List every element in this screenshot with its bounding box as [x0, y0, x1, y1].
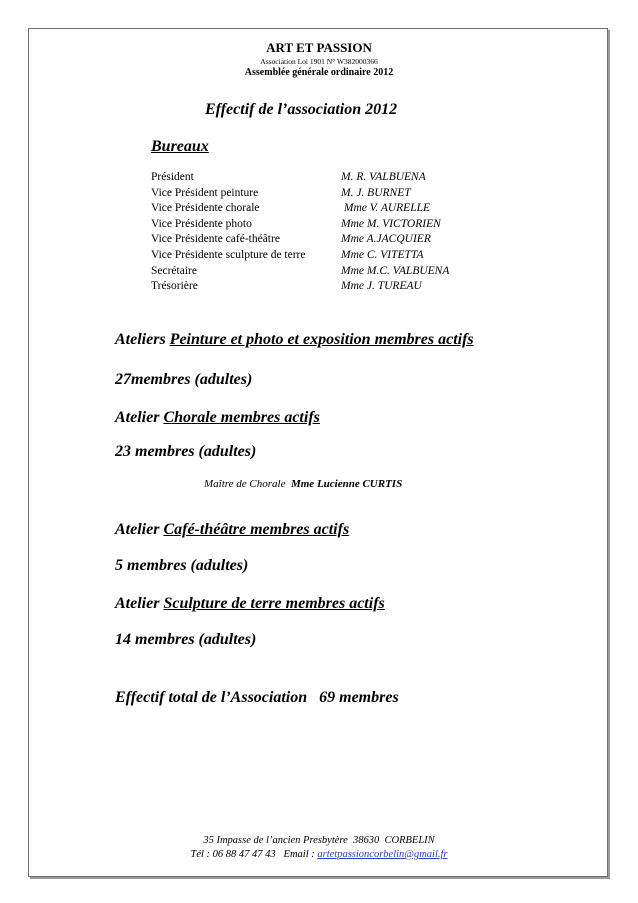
- bureau-names-column: [341, 170, 449, 295]
- assembly-subtitle: Assemblée générale ordinaire 2012: [244, 67, 394, 78]
- atelier-chorale-heading: [115, 409, 320, 427]
- total-effectif: Effectif total de l’Association 69 membres: [115, 689, 399, 706]
- footer-contact-prefix: Tél : 06 88 47 47 43 Email :: [190, 849, 318, 860]
- atelier-chorale-count: 23 membres (adultes): [115, 443, 257, 460]
- bureau-role: Vice Présidente café-théâtre: [151, 233, 280, 246]
- bureau-role: Vice Président peinture: [151, 186, 259, 199]
- bureau-member-name: Mme V. AURELLE: [341, 202, 431, 215]
- atelier-prefix: Atelier: [115, 521, 164, 538]
- bureau-role: Vice Présidente sculpture de terre: [151, 248, 306, 261]
- atelier-peinture-title: Peinture et photo et exposition membres actifs: [169, 331, 474, 348]
- section-title: Effectif de l’association 2012: [205, 101, 398, 118]
- atelier-peinture-count: 27membres (adultes): [115, 371, 253, 388]
- bureau-member-name: Mme M. VICTORIEN: [341, 217, 441, 230]
- atelier-sculpture-count: 14 membres (adultes): [115, 631, 257, 648]
- association-registration: Association Loi 1901 N° W382000366: [260, 57, 378, 66]
- atelier-chorale-title: Chorale membres actifs: [163, 409, 320, 426]
- bureau-member-name: M. J. BURNET: [341, 186, 411, 199]
- bureau-role: Vice Présidente chorale: [151, 202, 260, 215]
- association-title: ART ET PASSION: [266, 40, 372, 55]
- bureaux-heading: Bureaux: [151, 138, 209, 155]
- bureau-member-name: M. R. VALBUENA: [341, 171, 426, 183]
- atelier-prefix: Atelier: [115, 409, 164, 426]
- bureau-roles-column: [151, 170, 306, 295]
- chorale-master: [204, 478, 402, 490]
- footer-address: 35 Impasse de l’ancien Presbytère 38630 CORBELIN: [203, 835, 435, 846]
- bureau-member-name: Mme J. TUREAU: [341, 280, 422, 293]
- atelier-prefix: Ateliers: [115, 331, 170, 348]
- atelier-cafe-count: 5 membres (adultes): [115, 557, 249, 574]
- chorale-master-name: Mme Lucienne CURTIS: [290, 478, 403, 490]
- bureau-role: Secrétaire: [151, 264, 197, 277]
- atelier-prefix: Atelier: [115, 595, 164, 612]
- atelier-sculpture-title: Sculpture de terre membres actifs: [163, 595, 385, 612]
- bureau-member-name: Mme M.C. VALBUENA: [341, 264, 450, 277]
- bureau-member-name: Mme C. VITETTA: [341, 248, 424, 261]
- atelier-cafe-heading: [115, 521, 349, 539]
- bureau-role: Trésorière: [151, 280, 198, 293]
- bureau-role: Vice Présidente photo: [151, 217, 252, 230]
- atelier-sculpture-heading: [115, 595, 385, 613]
- email-link[interactable]: artetpassioncorbelin@gmail.fr: [317, 849, 448, 860]
- bureau-member-name: Mme A.JACQUIER: [341, 233, 431, 246]
- bureau-role: Président: [151, 171, 194, 183]
- atelier-cafe-title: Café-théâtre membres actifs: [163, 521, 350, 538]
- chorale-master-label: Maître de Chorale: [204, 478, 286, 490]
- footer-contact: [0, 849, 638, 860]
- atelier-peinture-heading: [115, 331, 474, 349]
